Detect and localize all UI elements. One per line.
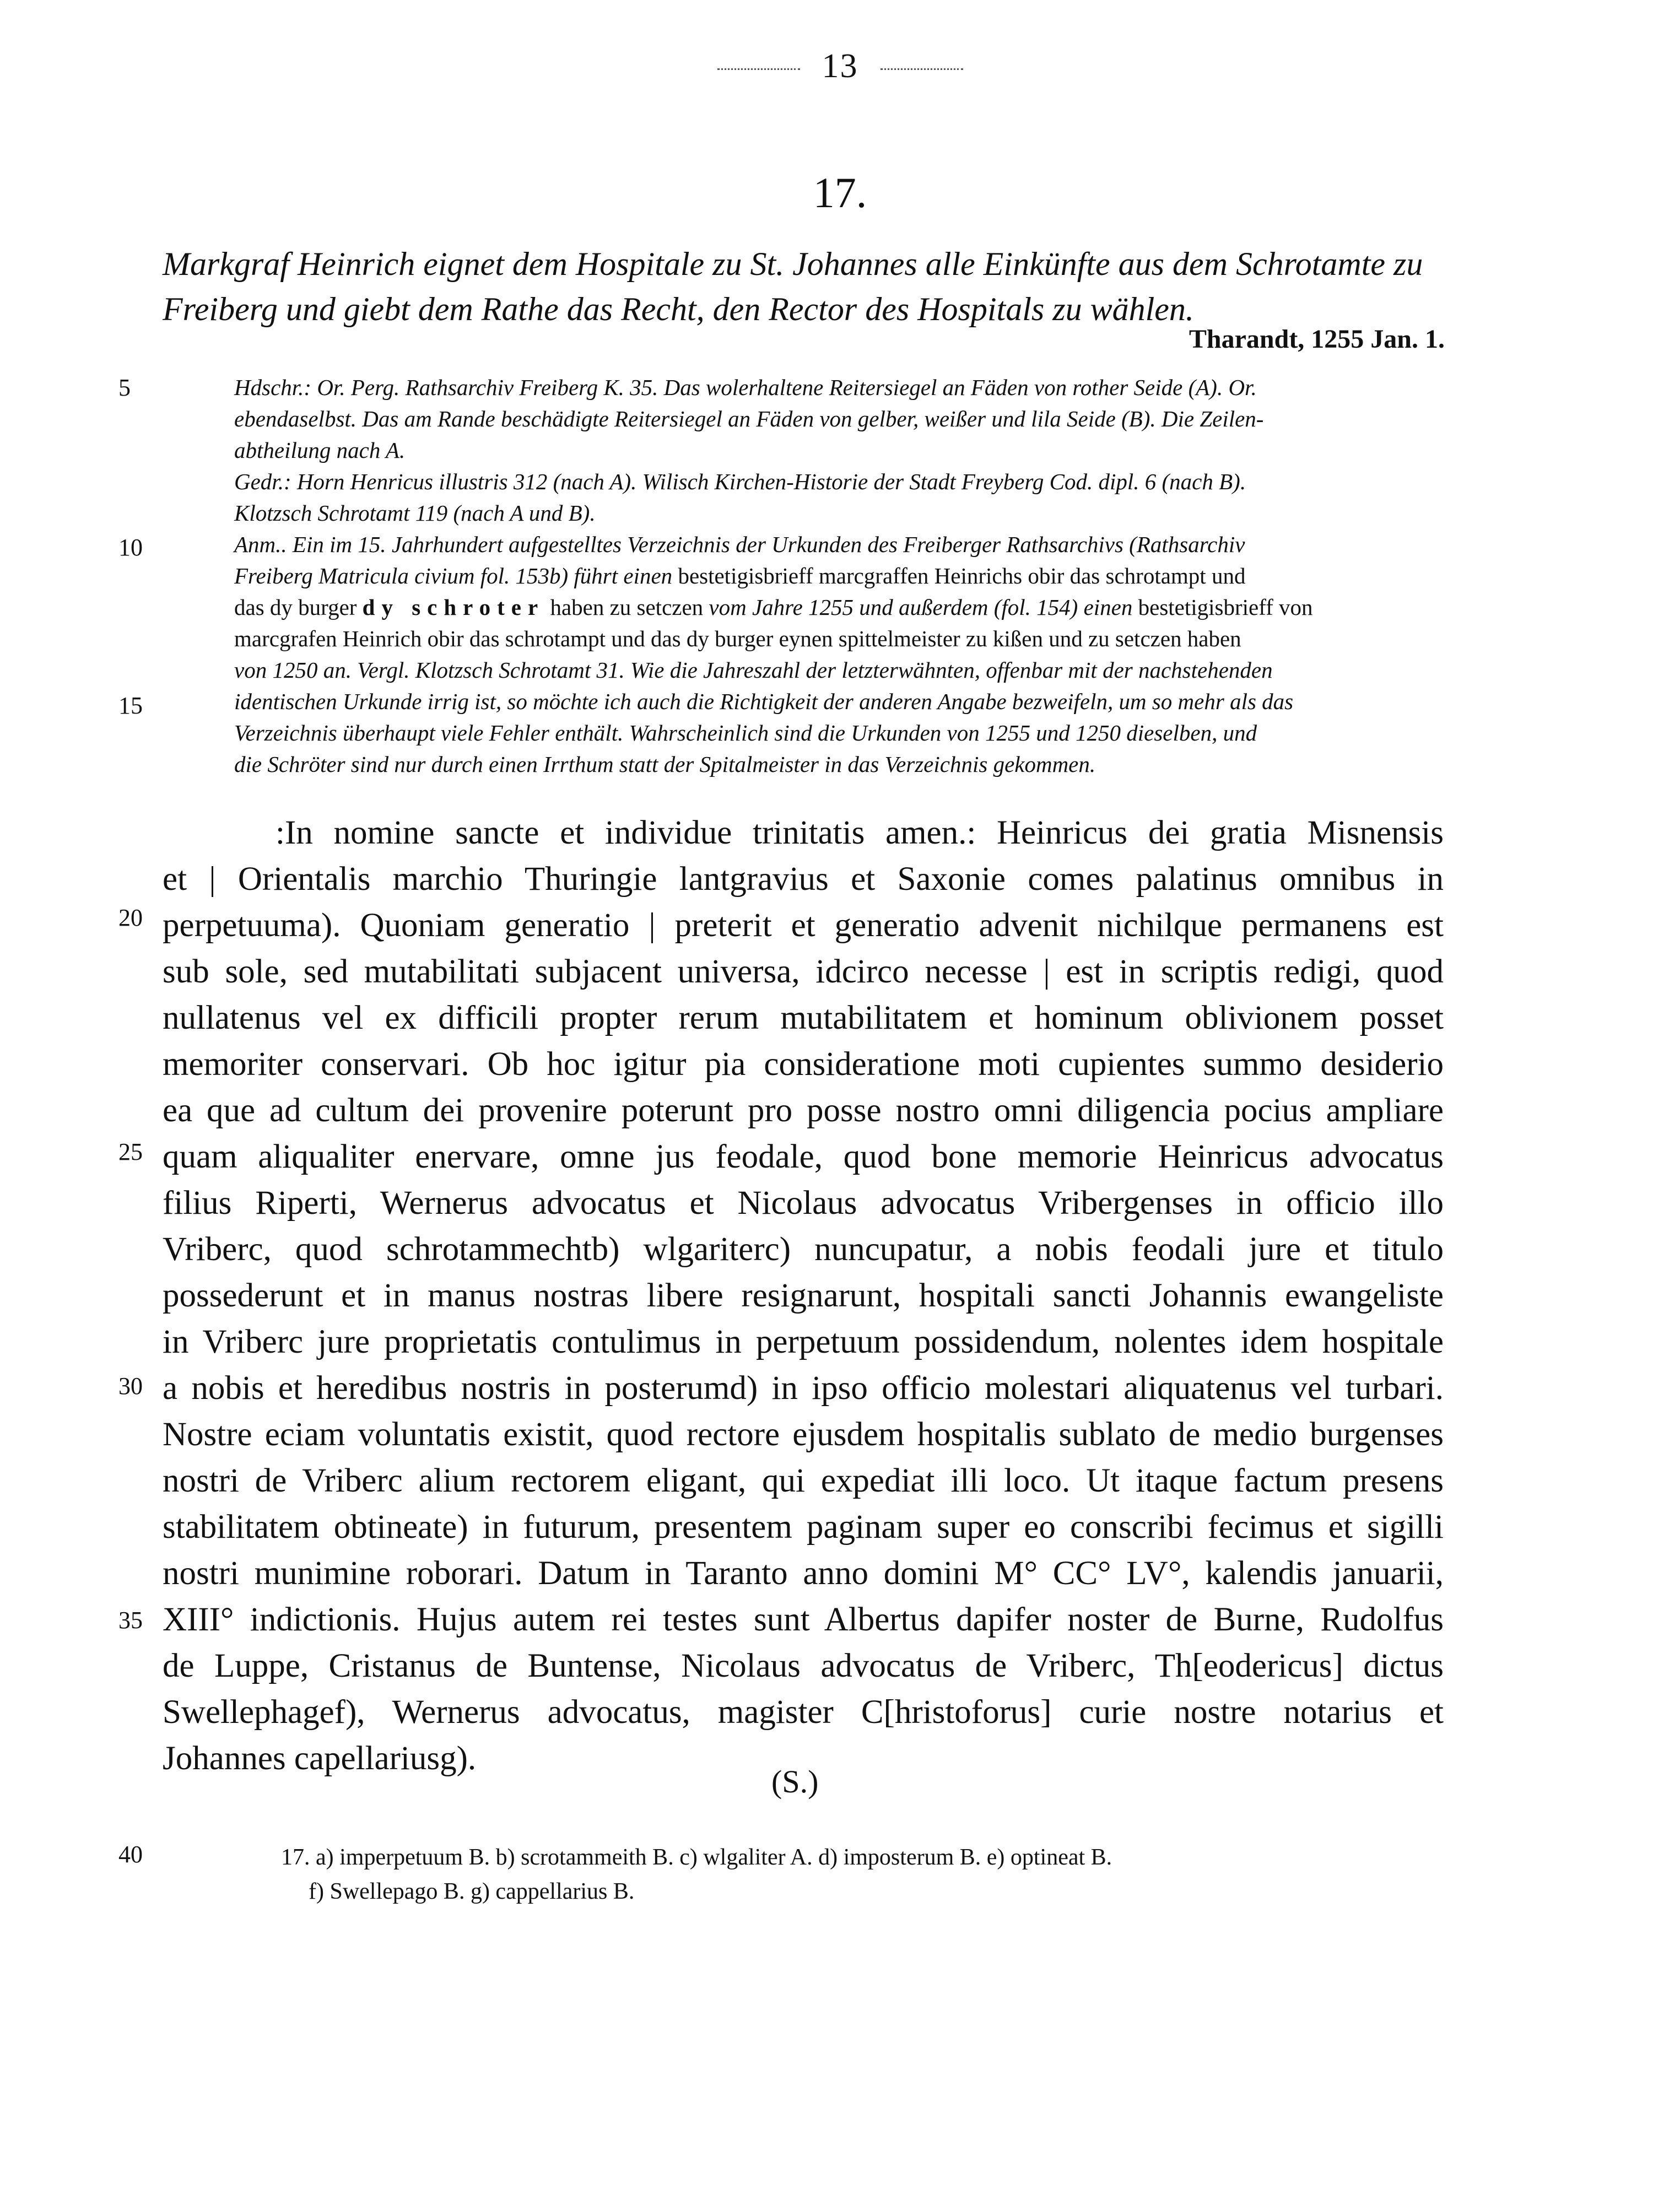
- body-line: Swellephagef), Wernerus advocatus, magister C[hristoforus] curie nostre notarius et: [163, 1694, 1444, 1731]
- body-line: de Luppe, Cristanus de Buntense, Nicolaus advocatus de Vriberc, Th[eodericus] dictus: [163, 1647, 1444, 1684]
- body-line: Nostre eciam voluntatis existit, quod rectore ejusdem hospitalis sublato de medio burgenses: [163, 1416, 1444, 1453]
- body-line: quam aliqualiter enervare, omne jus feodale, quod bone memorie Heinricus advocatus: [163, 1138, 1444, 1175]
- apparatus-quote: bestetigisbrieff marcgraffen Heinrichs obir das schrotampt und: [678, 563, 1246, 588]
- body-line: Johannes capellariusg).: [163, 1740, 477, 1777]
- apparatus-quote: das dy burger: [234, 595, 357, 620]
- line-number: 35: [118, 1607, 143, 1634]
- apparatus-quote: bestetigisbrieff von: [1138, 595, 1313, 620]
- body-line: stabilitatem obtineate) in futurum, presentem paginam super eo conscribi fecimus et sigilli: [163, 1509, 1444, 1546]
- dateline: Tharandt, 1255 Jan. 1.: [1189, 325, 1445, 354]
- body-line: sub sole, sed mutabilitati subjacent universa, idcirco necesse | est in scriptis redigi, quod: [163, 953, 1444, 990]
- apparatus-line: ebendaselbst. Das am Rande beschädigte Reitersiegel an Fäden von gelber, weißer und lila Seide (B). Die Zeilen-: [234, 406, 1264, 431]
- body-line: nullatenus vel ex difficili propter rerum mutabilitatem et hominum oblivionem posset: [163, 999, 1444, 1036]
- heading-line: Freiberg und giebt dem Rathe das Recht, den Rector des Hospitals zu wählen.: [163, 291, 1194, 327]
- page-number: 13: [650, 47, 1030, 86]
- apparatus-line: die Schröter sind nur durch einen Irrthum statt der Spitalmeister in das Verzeichnis gekommen.: [234, 752, 1096, 777]
- apparatus-line: marcgrafen Heinrich obir das schrotampt und das dy burger eynen spittelmeister zu kißen und zu setczen haben: [234, 626, 1241, 651]
- apparatus-line: [234, 560, 1444, 592]
- line-number: 20: [118, 904, 143, 931]
- apparatus-line: identischen Urkunde irrig ist, so möchte ich auch die Richtigkeit der anderen Angabe bezweifeln, um so mehr als das: [234, 689, 1294, 714]
- document-number: 17.: [813, 169, 867, 217]
- apparatus-line: Verzeichnis überhaupt viele Fehler enthält. Wahrscheinlich sind die Urkunden von 1255 und 1250 dieselben, und: [234, 720, 1257, 745]
- decorative-dash: [880, 68, 963, 70]
- line-number: 30: [118, 1373, 143, 1400]
- body-line: possederunt et in manus nostras libere resignarunt, hospitali sancti Johannis ewangeliste: [163, 1277, 1444, 1314]
- document-heading: [163, 241, 1423, 332]
- body-line: perpetuuma). Quoniam generatio | preterit et generatio advenit nichilque permanens est: [163, 907, 1444, 944]
- line-number: 25: [118, 1138, 143, 1165]
- decorative-dash: [717, 68, 800, 70]
- body-line: XIII° indictionis. Hujus autem rei testes sunt Albertus dapifer noster de Burne, Rudolfus: [163, 1601, 1444, 1638]
- body-line: nostri de Vriberc alium rectorem eligant, qui expediat illi loco. Ut itaque factum presens: [163, 1462, 1444, 1499]
- apparatus-line: abtheilung nach A.: [234, 437, 406, 463]
- apparatus-line: Klotzsch Schrotamt 119 (nach A und B).: [234, 500, 596, 526]
- apparatus-line: von 1250 an. Vergl. Klotzsch Schrotamt 31. Wie die Jahreszahl der letzterwähnten, offenbar mit der nachstehenden: [234, 657, 1273, 683]
- body-line: ea que ad cultum dei provenire poterunt pro posse nostro omni diligencia pocius ampliare: [163, 1092, 1444, 1129]
- line-number: 40: [118, 1841, 143, 1868]
- apparatus-italic: Freiberg Matricula civium fol. 153b) führt einen: [234, 563, 673, 588]
- footnote-line: 17. a) imperpetuum B. b) scrotammeith B. c) wlgaliter A. d) imposterum B. e) optineat B.: [281, 1845, 1112, 1870]
- apparatus-italic: vom Jahre 1255 und außerdem (fol. 154) einen: [709, 595, 1133, 620]
- line-number: 15: [118, 692, 143, 719]
- body-line: a nobis et heredibus nostris in posterumd) in ipso officio molestari aliquatenus vel turbari.: [163, 1370, 1444, 1407]
- line-number: 5: [118, 374, 131, 401]
- apparatus-spaced: dy schroter: [362, 595, 545, 620]
- body-line: in Vriberc jure proprietatis contulimus in perpetuum possidendum, nolentes idem hospitale: [163, 1323, 1444, 1360]
- heading-line: Markgraf Heinrich eignet dem Hospitale zu St. Johannes alle Einkünfte aus dem Schrotamte zu: [163, 246, 1423, 282]
- apparatus-quote: haben zu setczen: [550, 595, 704, 620]
- apparatus-line: Gedr.: Horn Henricus illustris 312 (nach A). Wilisch Kirchen-Historie der Stadt Freyberg Cod. dipl. 6 (nach B).: [234, 469, 1246, 494]
- body-line: filius Riperti, Wernerus advocatus et Nicolaus advocatus Vribergenses in officio illo: [163, 1185, 1444, 1222]
- apparatus-line: Hdschr.: Or. Perg. Rathsarchiv Freiberg K. 35. Das wolerhaltene Reitersiegel an Fäden von rother Seide (A). Or.: [234, 375, 1257, 400]
- seal-mark: (S.): [771, 1764, 819, 1800]
- body-line: :In nomine sancte et individue trinitatis amen.: Heinricus dei gratia Misnensis: [276, 814, 1444, 851]
- body-line: Vriberc, quod schrotammechtb) wlgariterc) nuncupatur, a nobis feodali jure et titulo: [163, 1231, 1444, 1268]
- body-line: memoriter conservari. Ob hoc igitur pia consideratione moti cupientes summo desiderio: [163, 1046, 1444, 1083]
- apparatus-line: [234, 592, 1444, 623]
- body-line: et | Orientalis marchio Thuringie lantgravius et Saxonie comes palatinus omnibus in: [163, 861, 1444, 898]
- apparatus-line: Anm.. Ein im 15. Jahrhundert aufgestelltes Verzeichnis der Urkunden des Freiberger Rathsarchivs (Rathsarchiv: [234, 532, 1245, 557]
- body-line: nostri munimine roborari. Datum in Taranto anno domini M° CC° LV°, kalendis januarii,: [163, 1555, 1444, 1592]
- footnote-line: f) Swellepago B. g) cappellarius B.: [309, 1879, 635, 1904]
- line-number: 10: [118, 534, 143, 561]
